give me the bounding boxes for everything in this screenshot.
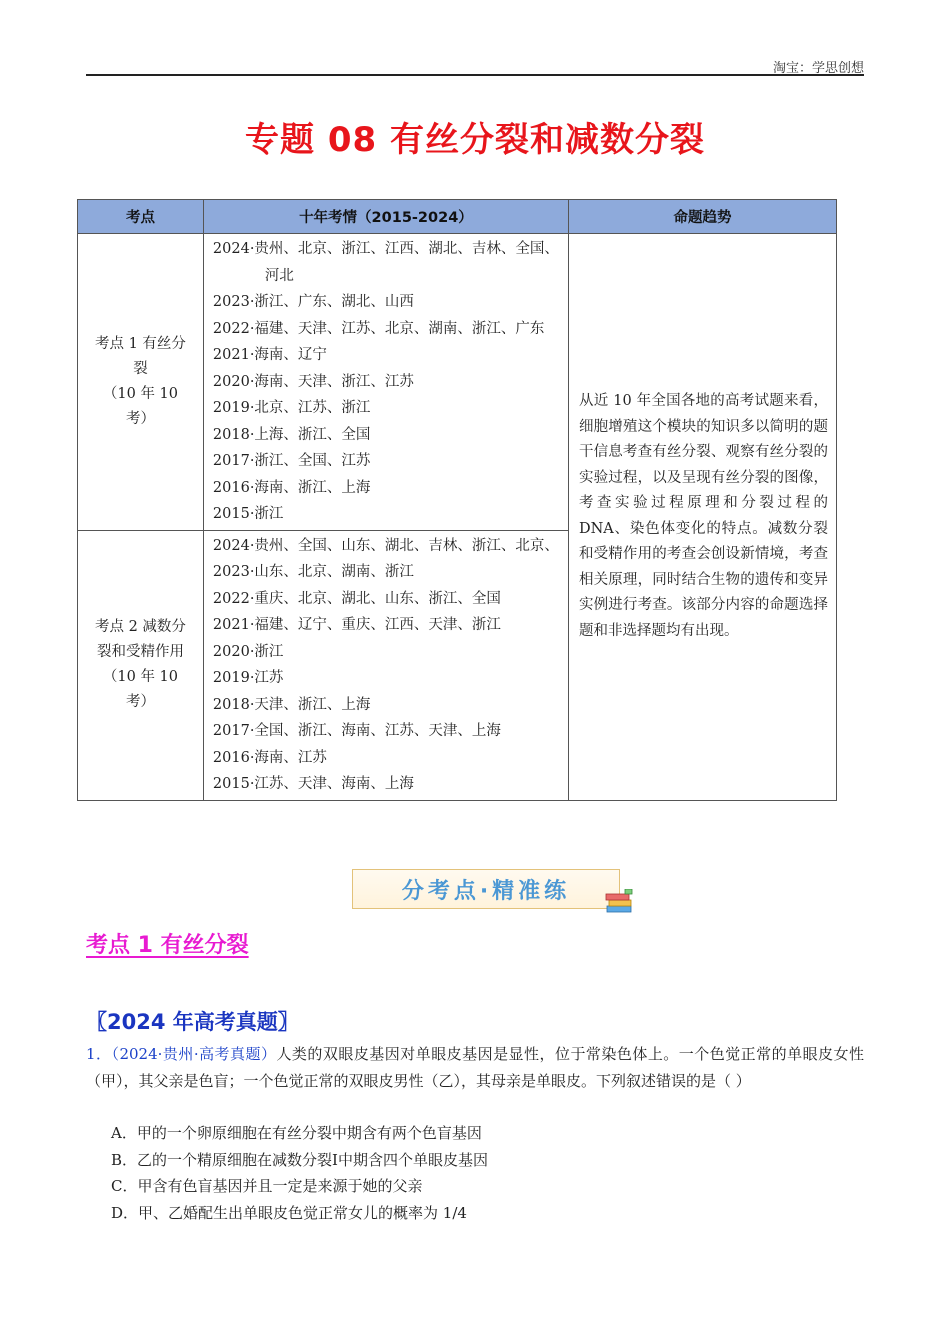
page-title: 专题 08 有丝分裂和减数分裂 xyxy=(245,120,705,160)
section-title: 考点 1 有丝分裂 xyxy=(86,933,249,958)
question-source: （2024·贵州·高考真题） xyxy=(111,1045,277,1063)
answer-options xyxy=(111,1120,488,1226)
option-a[interactable]: A．甲的一个卵原细胞在有丝分裂中期含有两个色盲基因 xyxy=(111,1124,482,1142)
year-line: 2020·浙江 xyxy=(212,643,284,660)
years-cell xyxy=(203,530,568,800)
badge-label: 分考点·精准练 xyxy=(401,878,571,904)
table-row xyxy=(78,234,837,531)
year-line: 2017·浙江、全国、江苏 xyxy=(212,453,371,469)
year-line: 2022·重庆、北京、湖北、山东、浙江、全国 xyxy=(212,590,501,607)
topic-cell xyxy=(78,234,204,531)
year-line: 2024·贵州、全国、山东、湖北、吉林、浙江、北京、 xyxy=(212,537,559,554)
year-line: 2021·海南、辽宁 xyxy=(212,347,327,363)
year-line: 2018·上海、浙江、全国 xyxy=(212,426,371,443)
topic-count: （10 年 10 xyxy=(102,669,179,685)
topic-text: 考点 1 有丝分 xyxy=(94,335,186,352)
table-header-topic: 考点 xyxy=(78,200,204,234)
question-number: 1． xyxy=(86,1045,112,1063)
topic-text: 裂 xyxy=(133,360,148,377)
year-line: 2019·北京、江苏、浙江 xyxy=(212,400,371,416)
books-icon xyxy=(605,889,635,915)
table-header-row xyxy=(78,200,837,234)
question-text: 人类的双眼皮基因对单眼皮基因是显性，位于常染色体上。一个色觉正常的单眼皮女性（甲），其父亲是色盲；一个色觉正常的双眼皮男性（乙），其母亲是单眼皮。下列叙述错误的是（ ） xyxy=(86,1045,864,1090)
year-line: 2020·海南、天津、浙江、江苏 xyxy=(212,373,414,390)
year-line: 2022·福建、天津、江苏、北京、湖南、浙江、广东 xyxy=(212,320,545,337)
years-cell xyxy=(203,234,568,531)
year-line: 2023·山东、北京、湖南、浙江 xyxy=(212,564,414,580)
year-line: 2019·江苏 xyxy=(212,670,284,686)
header-rule xyxy=(86,74,864,76)
year-line: 2016·海南、江苏 xyxy=(212,749,327,766)
topic-count: 考） xyxy=(125,694,155,710)
year-line: 2015·江苏、天津、海南、上海 xyxy=(212,776,414,792)
year-line: 2024·贵州、北京、浙江、江西、湖北、吉林、全国、河北 xyxy=(212,241,559,284)
year-line: 2015·浙江 xyxy=(212,506,284,522)
option-c[interactable]: C．甲含有色盲基因并且一定是来源于她的父亲 xyxy=(111,1177,423,1195)
option-b[interactable]: B．乙的一个精原细胞在减数分裂Ⅰ中期含四个单眼皮基因 xyxy=(111,1150,488,1169)
year-line: 2021·福建、辽宁、重庆、江西、天津、浙江 xyxy=(212,617,501,633)
trend-cell: 从近 10 年全国各地的高考试题来看，细胞增殖这个模块的知识多以简明的题干信息考查有丝分裂、观察有丝分裂的实验过程，以及呈现有丝分裂的图像，考查实验过程原理和分裂过程的 DNA、染色体变化的特点。减数分裂和受精作用的考查会创设新情境，考查相关原理，同时结合生物的遗传和变异实例进行考查。该部分内容的命题选择题和非选择题均有出现。 xyxy=(568,234,836,801)
sub-title: 〖2024 年高考真题〗 xyxy=(86,1010,299,1034)
topic-text: 考点 2 减数分 xyxy=(94,619,186,635)
topic-count: （10 年 10 xyxy=(102,385,179,402)
header-note: 淘宝：学思创想 xyxy=(772,61,864,76)
question-stem xyxy=(86,1041,864,1094)
topic-cell xyxy=(78,530,204,800)
year-line: 2016·海南、浙江、上海 xyxy=(212,479,371,496)
option-d[interactable]: D．甲、乙婚配生出单眼皮色觉正常女儿的概率为 1/4 xyxy=(111,1203,467,1222)
year-line: 2023·浙江、广东、湖北、山西 xyxy=(212,294,414,310)
table-header-years: 十年考情（2015-2024） xyxy=(203,200,568,234)
overview-table xyxy=(77,199,837,801)
practice-badge xyxy=(352,869,620,909)
table-header-trend: 命题趋势 xyxy=(568,200,836,234)
year-line: 2017·全国、浙江、海南、江苏、天津、上海 xyxy=(212,723,501,739)
topic-text: 裂和受精作用 xyxy=(96,644,184,660)
topic-count: 考） xyxy=(125,410,155,427)
year-line: 2018·天津、浙江、上海 xyxy=(212,696,371,713)
